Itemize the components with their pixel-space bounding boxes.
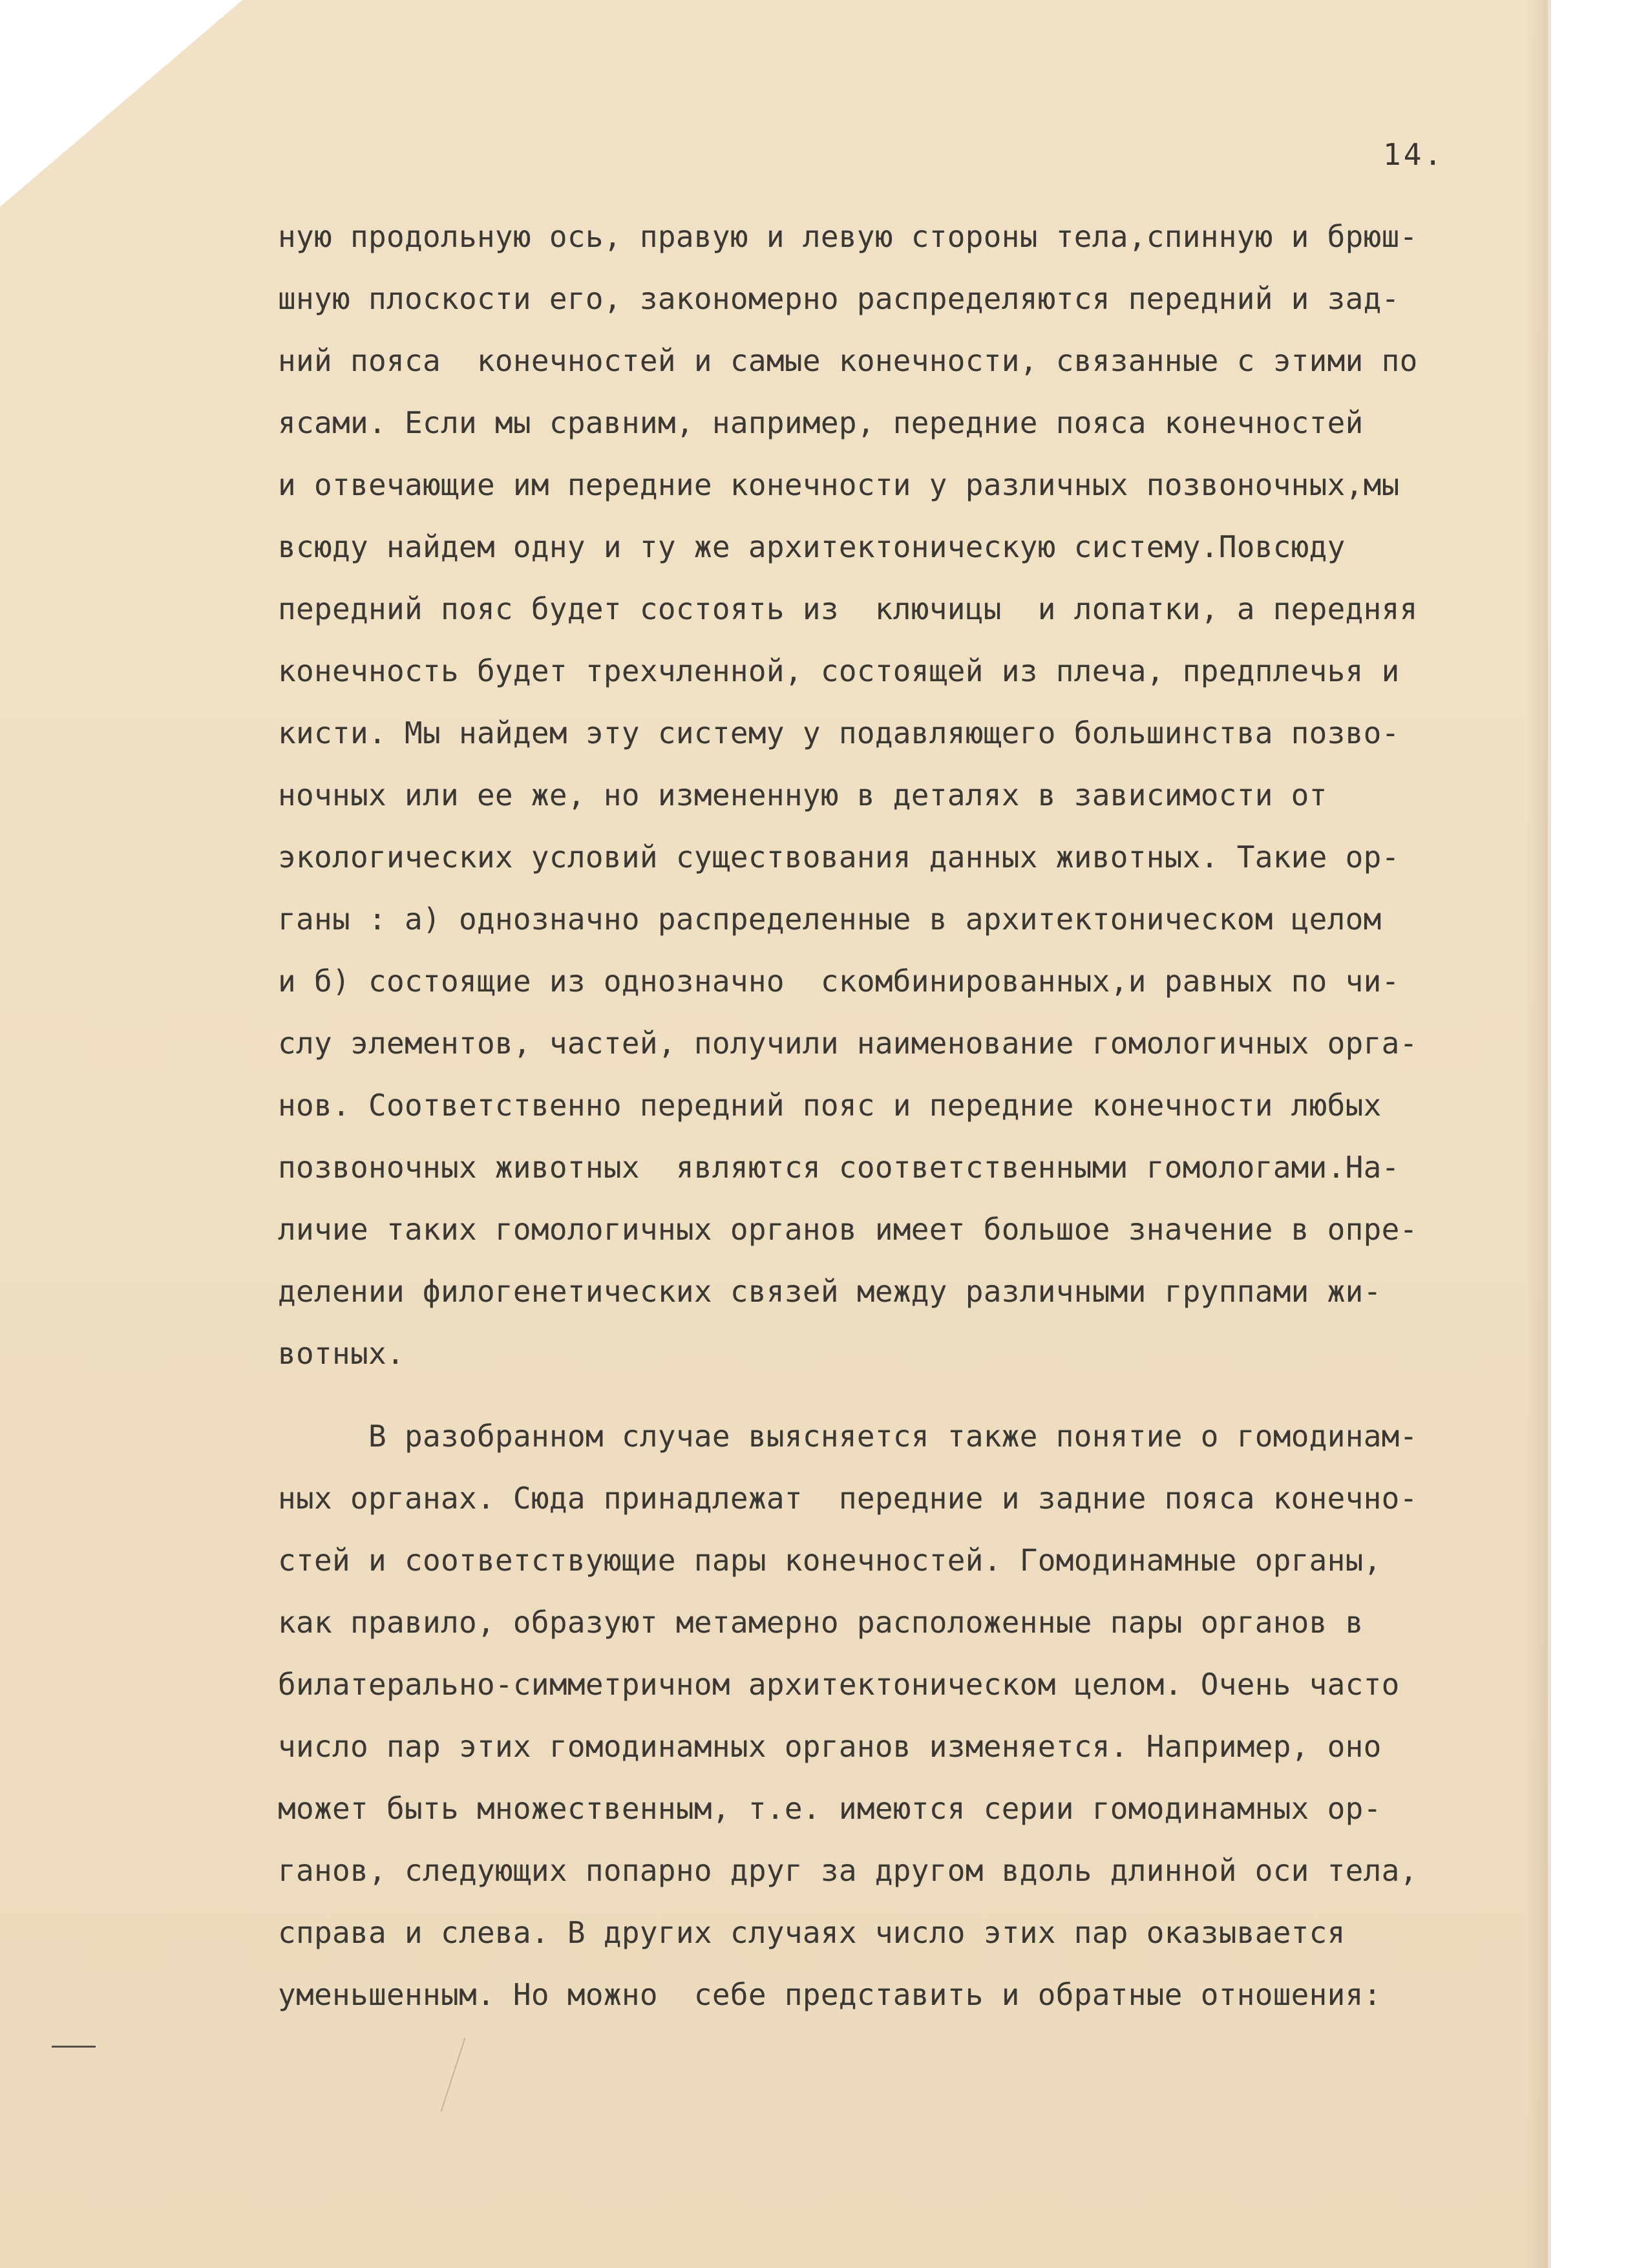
text-line: передний пояс будет состоять из ключицы и лопатки, а передняя	[278, 591, 1418, 626]
text-line: нов. Соответственно передний пояс и передние конечности любых	[278, 1088, 1382, 1123]
text-line: вотных.	[278, 1336, 405, 1371]
text-line: ную продольную ось, правую и левую стороны тела,спинную и брюш-	[278, 219, 1418, 254]
text-line: стей и соответствующие пары конечностей. Гомодинамные органы,	[278, 1543, 1382, 1578]
text-line: как правило, образуют метамерно расположенные пары органов в	[278, 1605, 1364, 1640]
page-number: 14.	[1383, 137, 1445, 172]
text-line: всюду найдем одну и ту же архитектоническую систему.Повсюду	[278, 529, 1346, 564]
text-line: ганов, следующих попарно друг за другом вдоль длинной оси тела,	[278, 1853, 1418, 1888]
paragraph	[278, 206, 1564, 1384]
text-line: число пар этих гомодинамных органов изменяется. Например, оно	[278, 1729, 1382, 1764]
paragraph-gap	[278, 1384, 1564, 1405]
text-line: ганы : а) однозначно распределенные в архитектоническом целом	[278, 902, 1382, 937]
text-line: личие таких гомологичных органов имеет большое значение в опре-	[278, 1212, 1418, 1247]
text-line: билатерально-симметричном архитектоническом целом. Очень часто	[278, 1667, 1400, 1702]
text-line: позвоночных животных являются соответственными гомологами.На-	[278, 1150, 1400, 1185]
text-line: ных органах. Сюда принадлежат передние и задние пояса конечно-	[278, 1481, 1418, 1516]
text-line: ний пояса конечностей и самые конечности, связанные с этими по	[278, 343, 1418, 378]
text-line: конечность будет трехчленной, состоящей из плеча, предплечья и	[278, 653, 1400, 688]
text-line: и б) состоящие из однозначно скомбинированных,и равных по чи-	[278, 964, 1400, 999]
text-line: кисти. Мы найдем эту систему у подавляющего большинства позво-	[278, 715, 1400, 750]
text-line: шную плоскости его, закономерно распределяются передний и зад-	[278, 281, 1400, 316]
text-line: ночных или ее же, но измененную в деталях в зависимости от	[278, 778, 1327, 812]
text-line: В разобранном случае выясняется также понятие о гомодинам-	[368, 1419, 1418, 1454]
paragraph	[278, 1405, 1564, 2026]
text-line: справа и слева. В других случаях число этих пар оказывается	[278, 1915, 1346, 1950]
text-line: слу элементов, частей, получили наименование гомологичных орга-	[278, 1026, 1418, 1061]
text-line: экологических условий существования данных животных. Такие ор-	[278, 840, 1400, 874]
typewritten-text	[278, 206, 1564, 2026]
text-line: ясами. Если мы сравним, например, передние пояса конечностей	[278, 405, 1364, 440]
text-line: делении филогенетических связей между различными группами жи-	[278, 1274, 1382, 1309]
text-line: и отвечающие им передние конечности у различных позвоночных,мы	[278, 467, 1400, 502]
text-line: может быть множественным, т.е. имеются серии гомодинамных ор-	[278, 1791, 1382, 1826]
margin-mark	[52, 2046, 96, 2048]
text-line: уменьшенным. Но можно себе представить и обратные отношения:	[278, 1977, 1382, 2012]
